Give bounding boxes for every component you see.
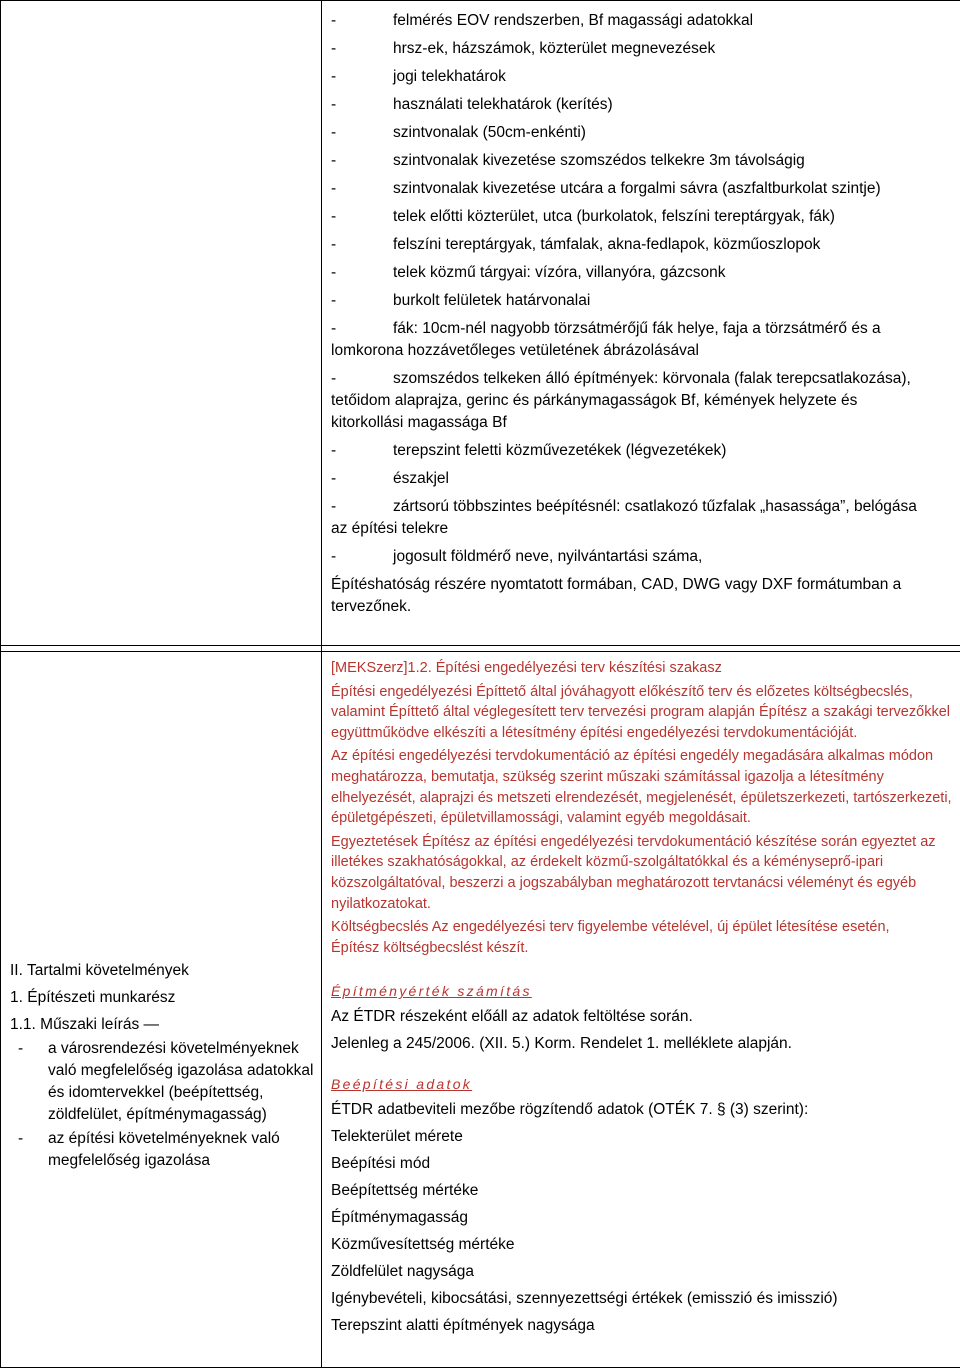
section-title: Beépítési adatok xyxy=(331,1073,952,1095)
list-item: Telekterület mérete xyxy=(331,1126,952,1148)
list-item: - burkolt felületek határvonalai xyxy=(331,290,952,312)
list-item: - északjel xyxy=(331,468,952,490)
list-item: - telek közmű tárgyai: vízóra, villanyóra, gázcsonk xyxy=(331,262,952,284)
list-item: Beépítési mód xyxy=(331,1153,952,1175)
list-item: - szintvonalak kivezetése utcára a forgalmi sávra (aszfaltburkolat szintje) xyxy=(331,178,952,200)
red-paragraph: Egyeztetések Építész az építési engedélyezési tervdokumentáció készítése során egyeztet az illetékes szakhatóságokkal, az érdekelt közmű-szolgáltatókkal és a kéményseprő-ipari közszolgáltatóval, beszerzi a jogszabályban meghatározott tervtanácsi véleményt és egyéb nyilatkozatokat. xyxy=(331,832,952,914)
table-row xyxy=(1,1,960,646)
closing-paragraph: Építéshatóság részére nyomtatott formában, CAD, DWG vagy DXF formátumban a tervezőnek. xyxy=(331,574,952,618)
red-paragraph: Építési engedélyezési Építtető által jóváhagyott előkészítő terv és előzetes költségbecslés, valamint Építtető által véglegesített terv tervezési program alapján Építész a szakági tervezőkkel együttműködve elkészíti a létesítmény építési engedélyezési tervdokumentációját. xyxy=(331,682,952,744)
section-title: Építményérték számítás xyxy=(331,980,952,1002)
list-item: Beépítettség mértéke xyxy=(331,1180,952,1202)
section-heading: II. Tartalmi követelmények xyxy=(10,960,317,982)
subsection-heading: 1. Építészeti munkarész xyxy=(10,987,317,1009)
building-value-section: Építményérték számítás Az ÉTDR részeként előáll az adatok feltöltése során. Jelenleg a 245/2006. (XII. 5.) Korm. Rendelet 1. melléklete alapján. xyxy=(331,980,952,1055)
list-item: - felszíni tereptárgyak, támfalak, akna-fedlapok, közműoszlopok xyxy=(331,234,952,256)
subsubsection-heading: 1.1. Műszaki leírás — xyxy=(10,1014,317,1036)
list-item: - szintvonalak (50cm-enkénti) xyxy=(331,122,952,144)
highlighted-reference-text xyxy=(331,658,952,958)
reference-heading: [MEKSzerz]1.2. Építési engedélyezési terv készítési szakasz xyxy=(331,658,952,679)
list-item: Zöldfelület nagysága xyxy=(331,1261,952,1283)
requirements-heading-cell xyxy=(1,652,322,1368)
table-row xyxy=(1,652,960,1368)
empty-left-cell xyxy=(1,1,322,646)
survey-list xyxy=(331,10,952,618)
list-item: - felmérés EOV rendszerben, Bf magassági adatokkal xyxy=(331,10,952,32)
list-item: Közművesítettség mértéke xyxy=(331,1234,952,1256)
list-item: - hrsz-ek, házszámok, közterület megnevezések xyxy=(331,38,952,60)
list-item: - használati telekhatárok (kerítés) xyxy=(331,94,952,116)
red-paragraph: Az építési engedélyezési tervdokumentáció az építési engedély megadására alkalmas módon meghatározza, bemutatja, szükség szerint műszaki számítással igazolja a létesítmény elhelyezését, alaprajzi és metszeti elrendezését, megjelenését, épületszerkezeti, tartószerkezeti, épületgépészeti, épületvillamossági, valamint egyéb megoldásait. xyxy=(331,746,952,828)
list-item: - az építési követelményeknek való megfelelőség igazolása xyxy=(10,1128,317,1172)
list-item: - jogosult földmérő neve, nyilvántartási száma, xyxy=(331,546,952,568)
list-item: - zártsorú többszintes beépítésnél: csatlakozó tűzfalak „hasassága”, belógása az építési telekre xyxy=(331,496,952,540)
list-item: Építménymagasság xyxy=(331,1207,952,1229)
red-paragraph: Költségbecslés Az engedélyezési terv figyelembe vételével, új épület létesítése esetén, Építész költségbecslést készít. xyxy=(331,917,952,958)
list-item: - szintvonalak kivezetése szomszédos telkekre 3m távolságig xyxy=(331,150,952,172)
building-data-section: Beépítési adatok ÉTDR adatbeviteli mezőbe rögzítendő adatok (OTÉK 7. § (3) szerint): Telekterület mérete Beépítési mód Beépítettség mértéke Építménymagasság Közművesítettség mértéke Zöldfelület nagysága Igénybevételi, kibocsátási, szennyezettségi értékek (emisszió és imisszió) Terepszint alatti építmények nagysága xyxy=(331,1073,952,1337)
list-item: - terepszint feletti közművezetékek (légvezetékek) xyxy=(331,440,952,462)
survey-requirements-cell xyxy=(322,1,960,646)
list-item: Terepszint alatti építmények nagysága xyxy=(331,1315,952,1337)
list-item: Igénybevételi, kibocsátási, szennyezettségi értékek (emisszió és imisszió) xyxy=(331,1288,952,1310)
list-item: - jogi telekhatárok xyxy=(331,66,952,88)
list-item: - fák: 10cm-nél nagyobb törzsátmérőjű fák helye, faja a törzsátmérő és a lomkorona hozzávetőleges vetületének ábrázolásával xyxy=(331,318,952,362)
list-item: - szomszédos telkeken álló építmények: körvonala (falak terepcsatlakozása), tetőidom alaprajza, gerinc és párkánymagasságok Bf, kémények helyzete és kitorkollási magassága Bf xyxy=(331,368,952,434)
permit-plan-cell xyxy=(322,652,960,1368)
list-item: - telek előtti közterület, utca (burkolatok, felszíni tereptárgyak, fák) xyxy=(331,206,952,228)
list-item: - a városrendezési követelményeknek való megfelelőség igazolása adatokkal és idomtervekkel (beépítettség, zöldfelület, építménymagasság) xyxy=(10,1038,317,1126)
